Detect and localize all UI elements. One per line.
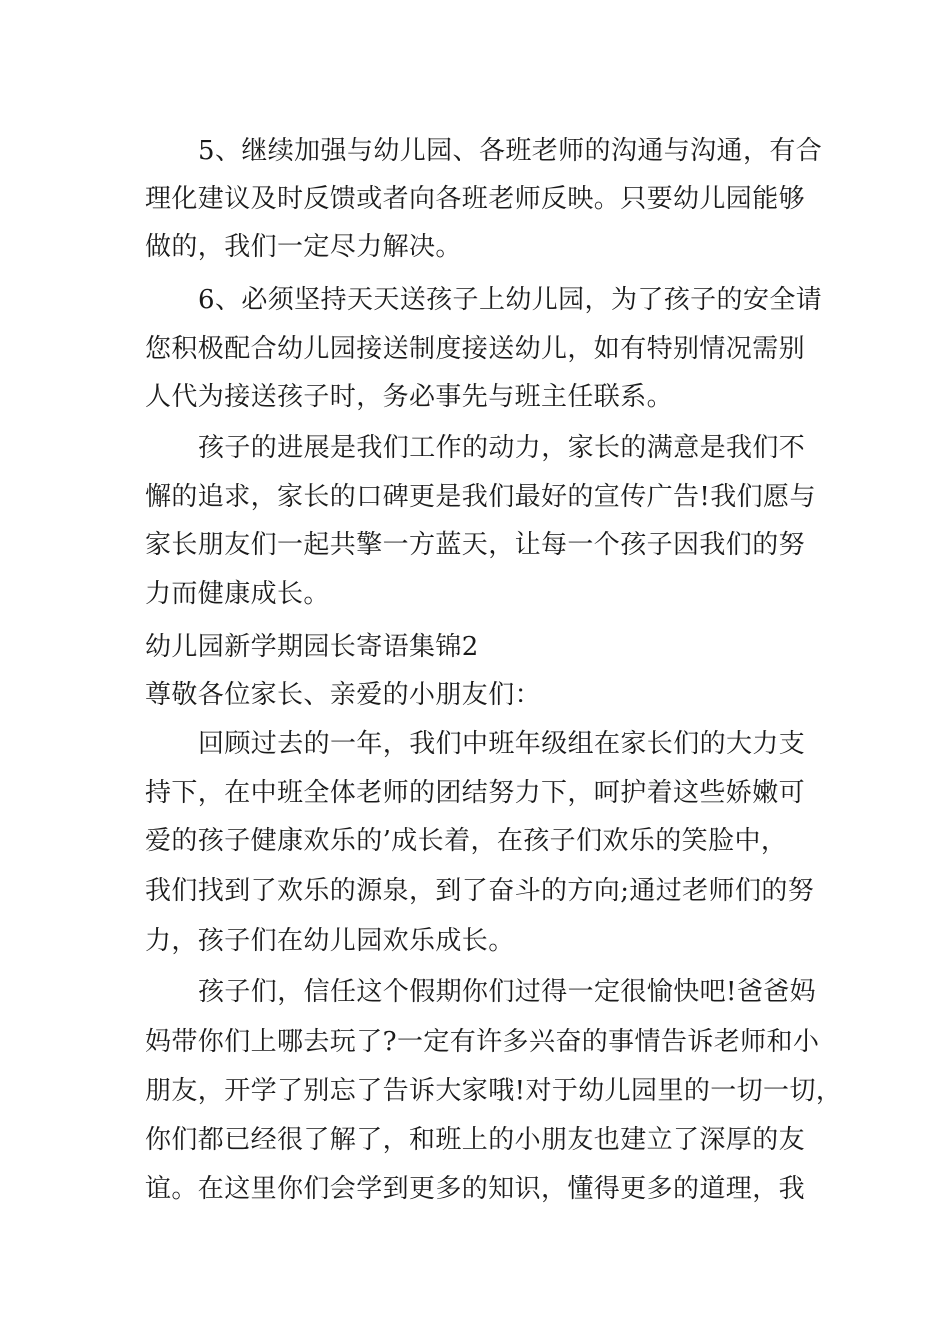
paragraph-5-line-1: 孩子们，信任这个假期你们过得一定很愉快吧!爸爸妈: [198, 977, 817, 1007]
paragraph-2-line-1: 6、必须坚持天天送孩子上幼儿园，为了孩子的安全请: [198, 285, 823, 315]
paragraph-5-line-5: 谊。在这里你们会学到更多的知识，懂得更多的道理，我: [145, 1174, 806, 1204]
paragraph-4-line-3: 爱的孩子健康欢乐的’成长着，在孩子们欢乐的笑脸中，: [145, 826, 788, 856]
section-title: 幼儿园新学期园长寄语集锦2: [145, 632, 479, 662]
paragraph-2-line-2: 您积极配合幼儿园接送制度接送幼儿，如有特别情况需别: [145, 334, 806, 364]
paragraph-4-line-2: 持下，在中班全体老师的团结努力下，呵护着这些娇嫩可: [145, 778, 806, 808]
paragraph-3-line-1: 孩子的进展是我们工作的动力，家长的满意是我们不: [198, 433, 806, 463]
paragraph-5-line-2: 妈带你们上哪去玩了?一定有许多兴奋的事情告诉老师和小: [145, 1027, 820, 1057]
paragraph-1-line-3: 做的，我们一定尽力解决。: [145, 232, 462, 262]
paragraph-3-line-2: 懈的追求，家长的口碑更是我们最好的宣传广告!我们愿与: [145, 482, 816, 512]
paragraph-4-line-4: 我们找到了欢乐的源泉，到了奋斗的方向;通过老师们的努: [145, 876, 815, 906]
paragraph-1-line-2: 理化建议及时反馈或者向各班老师反映。只要幼儿园能够: [145, 184, 806, 214]
paragraph-4-line-1: 回顾过去的一年，我们中班年级组在家长们的大力支: [198, 729, 806, 759]
paragraph-1-line-1: 5、继续加强与幼儿园、各班老师的沟通与沟通，有合: [198, 136, 823, 166]
paragraph-3-line-3: 家长朋友们一起共擎一方蓝天，让每一个孩子因我们的努: [145, 530, 806, 560]
paragraph-5-line-4: 你们都已经很了解了，和班上的小朋友也建立了深厚的友: [145, 1125, 806, 1155]
paragraph-4-line-5: 力，孩子们在幼儿园欢乐成长。: [145, 926, 515, 956]
paragraph-5-line-3: 朋友，开学了别忘了告诉大家哦!对于幼儿园里的一切一切，: [145, 1076, 843, 1106]
salutation: 尊敬各位家长、亲爱的小朋友们：: [145, 680, 542, 710]
paragraph-2-line-3: 人代为接送孩子时，务必事先与班主任联系。: [145, 382, 674, 412]
paragraph-3-line-4: 力而健康成长。: [145, 579, 330, 609]
